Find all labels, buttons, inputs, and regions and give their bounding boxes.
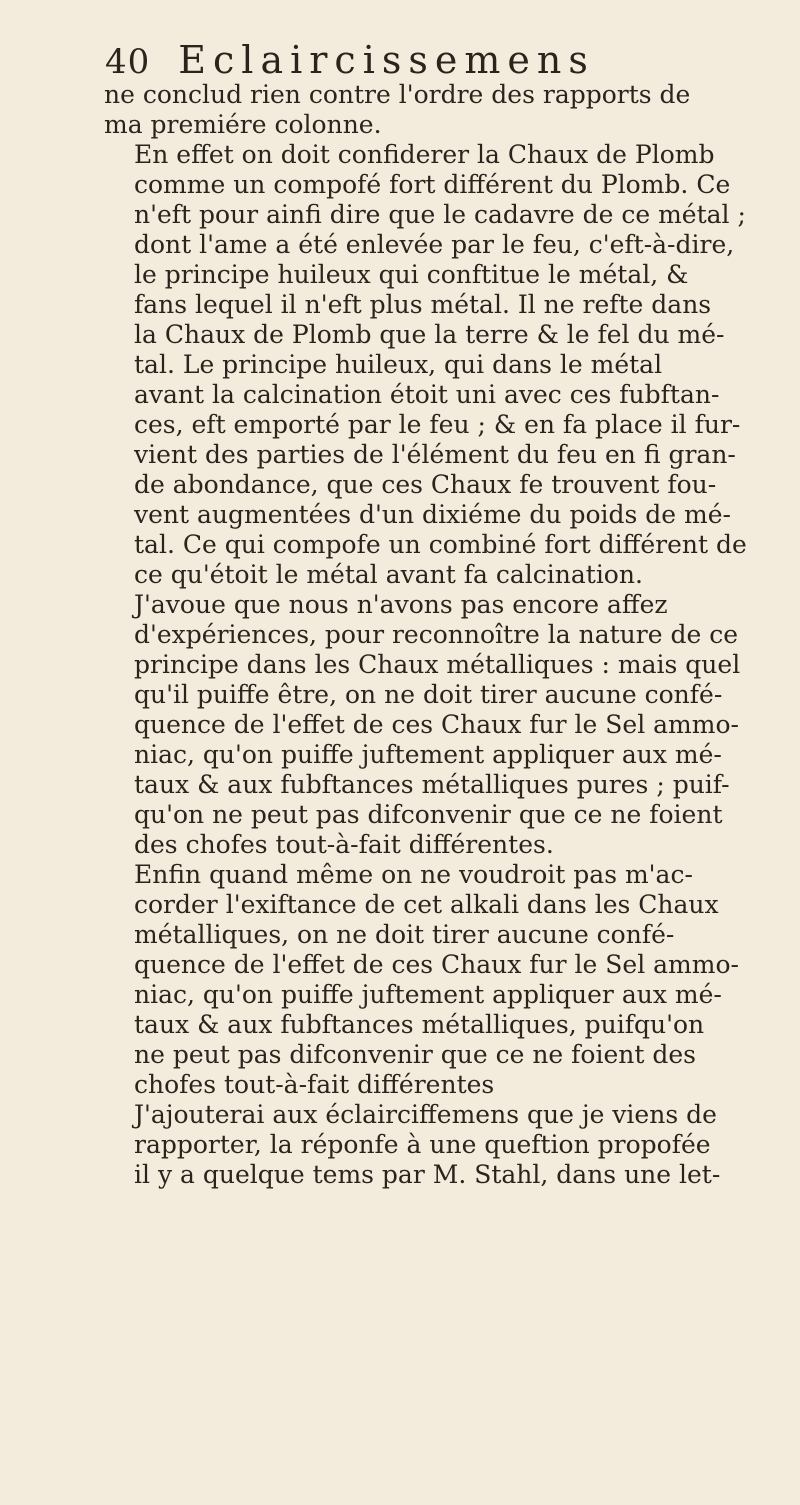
text-line: ma premiére colonne. <box>104 110 382 139</box>
text-line: ne conclud rien contre l'ordre des rapports de <box>104 80 691 109</box>
text-line: qu'il puiffe être, on ne doit tirer aucune confé- <box>134 680 723 709</box>
text-line: J'avoue que nous n'avons pas encore affez <box>134 590 668 619</box>
text-line: taux & aux fubftances métalliques pures ; puif- <box>134 770 730 799</box>
text-line: tal. Le principe huileux, qui dans le métal <box>134 350 663 379</box>
paragraph <box>104 1100 744 1190</box>
paragraph <box>104 590 744 860</box>
running-head: Eclaircissemens <box>178 38 595 82</box>
text-line: comme un compofé fort différent du Plomb. Ce <box>134 170 731 199</box>
text-line: la Chaux de Plomb que la terre & le fel du mé- <box>134 320 725 349</box>
text-line: d'expériences, pour reconnoître la nature de ce <box>134 620 739 649</box>
text-line: taux & aux fubftances métalliques, puifqu'on <box>134 1010 705 1039</box>
text-line: ne peut pas difconvenir que ce ne foient des <box>134 1040 696 1069</box>
text-line: métalliques, on ne doit tirer aucune confé- <box>134 920 675 949</box>
text-line: corder l'exiftance de cet alkali dans les Chaux <box>134 890 719 919</box>
text-line: quence de l'effet de ces Chaux fur le Sel ammo- <box>134 950 739 979</box>
text-line: En effet on doit confiderer la Chaux de Plomb <box>134 140 715 169</box>
text-line: il y a quelque tems par M. Stahl, dans une let- <box>134 1160 721 1189</box>
text-line: des chofes tout-à-fait différentes. <box>134 830 554 859</box>
text-line: dont l'ame a été enlevée par le feu, c'eft-à-dire, <box>134 230 735 259</box>
text-line: vent augmentées d'un dixiéme du poids de mé- <box>134 500 731 529</box>
text-line: principe dans les Chaux métalliques : mais quel <box>134 650 741 679</box>
text-line: quence de l'effet de ces Chaux fur le Sel ammo- <box>134 710 739 739</box>
paragraph <box>104 140 747 590</box>
text-line: de abondance, que ces Chaux fe trouvent fou- <box>134 470 717 499</box>
paragraph <box>104 80 744 140</box>
text-line: niac, qu'on puiffe juftement appliquer aux mé- <box>134 740 722 769</box>
text-line: qu'on ne peut pas difconvenir que ce ne foient <box>134 800 723 829</box>
text-line: fans lequel il n'eft plus métal. Il ne refte dans <box>134 290 712 319</box>
text-line: avant la calcination étoit uni avec ces fubftan- <box>134 380 720 409</box>
text-line: rapporter, la réponfe à une queftion propofée <box>134 1130 711 1159</box>
text-line: vient des parties de l'élément du feu en fi gran- <box>134 440 736 469</box>
text-line: tal. Ce qui compofe un combiné fort différent de <box>134 530 747 559</box>
text-line: niac, qu'on puiffe juftement appliquer aux mé- <box>134 980 722 1009</box>
body-text <box>104 80 747 1190</box>
page-number: 40 <box>105 42 151 82</box>
text-line: le principe huileux qui conftitue le métal, & <box>134 260 689 289</box>
text-line: chofes tout-à-fait différentes <box>134 1070 495 1099</box>
text-line: n'eft pour ainfi dire que le cadavre de ce métal ; <box>134 200 746 229</box>
text-line: ces, eft emporté par le feu ; & en fa place il fur- <box>134 410 741 439</box>
paragraph <box>104 860 744 1100</box>
text-line: ce qu'étoit le métal avant fa calcination. <box>134 560 643 589</box>
text-line: J'ajouterai aux éclairciffemens que je viens de <box>134 1100 717 1129</box>
text-line: Enfin quand même on ne voudroit pas m'ac- <box>134 860 693 889</box>
